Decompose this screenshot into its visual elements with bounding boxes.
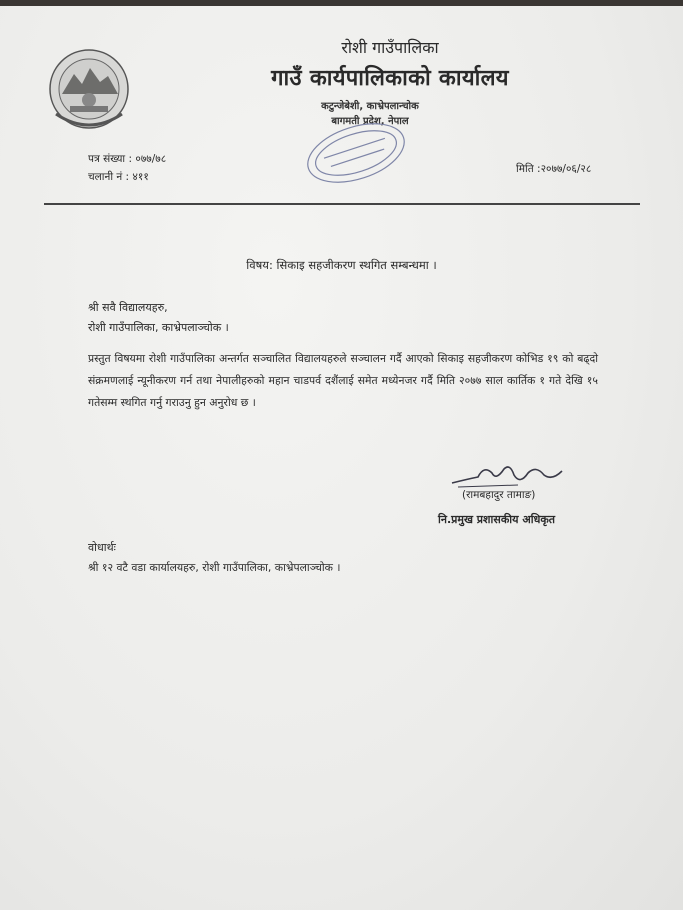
letter-number: पत्र संख्या : ०७७/७८ (88, 153, 167, 165)
address-line-2: बागमती प्रदेश, नेपाल (331, 116, 409, 127)
signatory-name: (रामबहादुर तामाङ) (462, 489, 536, 501)
header-divider (44, 203, 640, 205)
cc-recipients: श्री १२ वटै वडा कार्यालयहरु, रोशी गाउँपालिका, काभ्रेपलाञ्चोक । (88, 561, 341, 574)
signatory-title: नि.प्रमुख प्रशासकीय अधिकृत (438, 513, 556, 526)
letter-date: मिति :२०७७/०६/२८ (516, 163, 592, 175)
address-line-1: कटुन्जेबेशी, काभ्रेपलान्चोक (321, 101, 419, 112)
recipient-line-2: रोशी गाउँपालिका, काभ्रेपलाञ्चोक । (88, 321, 229, 334)
dispatch-number: चलानी नं : ४११ (88, 171, 149, 183)
office-title: गाउँ कार्यपालिकाको कार्यालय (271, 66, 509, 91)
recipient-line-1: श्री सवै विद्यालयहरु, (88, 301, 168, 314)
nepal-emblem (48, 48, 130, 130)
office-stamp (300, 118, 412, 188)
municipality-name: रोशी गाउँपालिका (341, 38, 439, 57)
cc-label: वोधार्थः (88, 541, 116, 554)
letter-subject: विषय: सिकाइ सहजीकरण स्थगित सम्बन्धमा । (246, 258, 437, 272)
letter-body: प्रस्तुत विषयमा रोशी गाउँपालिका अन्तर्गत सञ्चालित विद्यालयहरुले सञ्चालन गर्दै आएको सिकाइ सहजीकरण कोभिड १९ को बढ्दो संक्रमणलाई न्यूनीकरण गर्न तथा नेपालीहरुको महान चाडपर्व दशैंलाई समेत मध्येनजर गर्दै मिति २०७७ साल कार्तिक १ गते देखि १५ गतेसम्म स्थगित गर्नु गराउनु हुन अनुरोध छ । (88, 352, 598, 409)
